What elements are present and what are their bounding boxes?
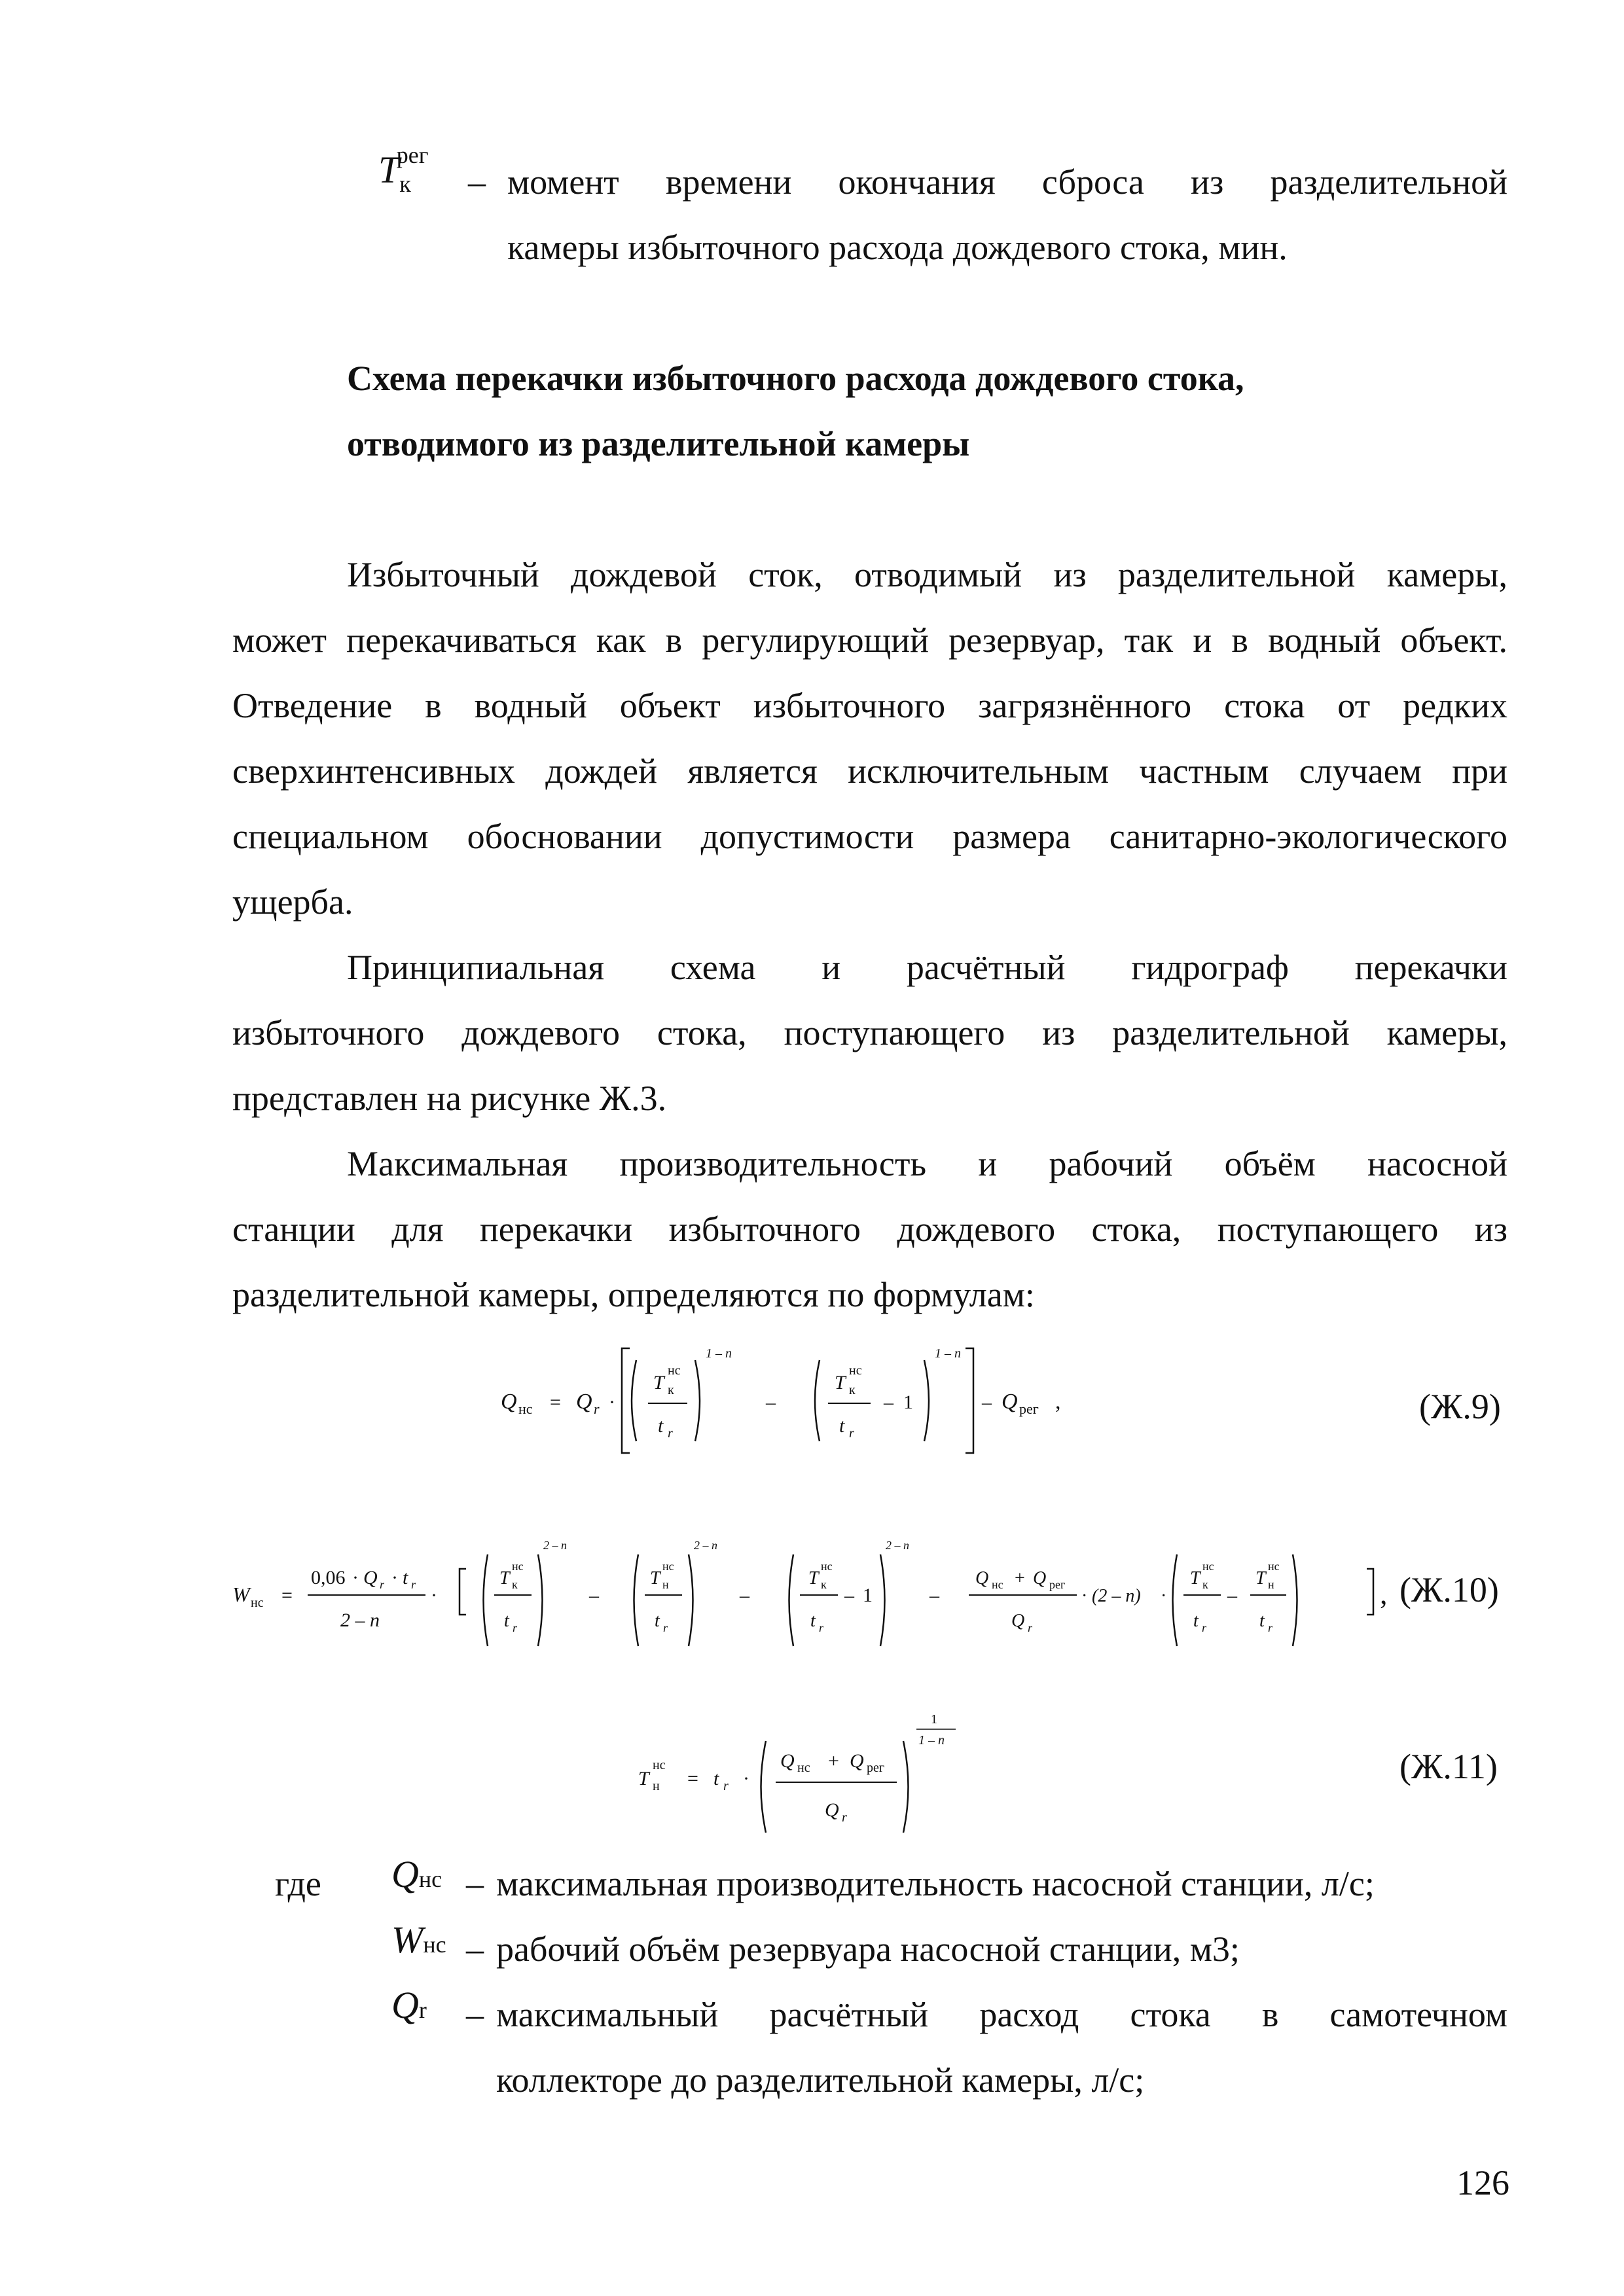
f9-minus-1: –	[766, 1391, 776, 1413]
f10-t5-sub: н	[1268, 1578, 1274, 1591]
equation-number-zh10: (Ж.10)	[1399, 1570, 1499, 1609]
f10-exp-2: 2 – n	[694, 1539, 717, 1552]
f10-w-sub: нс	[251, 1596, 264, 1610]
f10-tr2-sub: r	[663, 1621, 668, 1634]
f10-w: W	[232, 1583, 250, 1606]
where-item-dash: –	[466, 1929, 484, 1969]
where-symbol-letter: Q	[391, 1853, 419, 1895]
f11-tr-sub: r	[723, 1779, 729, 1793]
f9-left-bracket	[622, 1348, 630, 1453]
where-item-dash: –	[466, 1864, 484, 1903]
f10-tr1: t	[504, 1611, 509, 1631]
where-symbol-letter: Q	[391, 1984, 419, 2026]
f9-paren-close-1	[695, 1360, 700, 1441]
f10-qr-den-sub: r	[1028, 1621, 1033, 1634]
f9-paren-open-2	[815, 1360, 820, 1441]
definition-text-line1: момент времени окончания сброса из разделительной	[507, 162, 1507, 202]
f10-qnc: Q	[975, 1568, 989, 1588]
f10-t2: T	[650, 1568, 660, 1588]
f11-qnc: Q	[780, 1750, 795, 1772]
f10-tr3: t	[810, 1611, 816, 1631]
f10-t1: T	[499, 1568, 510, 1588]
where-symbol-subscript: нс	[418, 1866, 442, 1892]
f10-t2-sup: нс	[662, 1560, 674, 1573]
f10-paren-close-3	[880, 1554, 885, 1646]
definition-dash: –	[468, 162, 486, 202]
f9-qr: Q	[576, 1390, 592, 1414]
f10-tr1-sub: r	[513, 1621, 518, 1634]
f9-minus-3: –	[982, 1391, 992, 1413]
f10-minus-2: –	[740, 1585, 749, 1606]
equation-number-zh9: (Ж.9)	[1419, 1387, 1501, 1426]
f9-comma: ,	[1055, 1390, 1061, 1414]
f10-qreg: Q	[1033, 1568, 1047, 1588]
f9-t2-sub: к	[849, 1383, 856, 1397]
f10-left-bracket	[460, 1569, 466, 1615]
paragraph-1-line-4: сверхинтенсивных дождей является исключительным частным случаем при	[232, 751, 1507, 791]
f10-t3-sub: к	[821, 1578, 827, 1591]
f11-dot: ·	[743, 1768, 749, 1789]
f11-qreg: Q	[850, 1750, 864, 1772]
where-item-text: максимальный расчётный расход стока в самотечном	[496, 1995, 1507, 2034]
f9-paren-open-1	[632, 1360, 636, 1441]
where-symbol-subscript: нс	[423, 1931, 446, 1958]
where-symbol-subscript: r	[418, 1997, 427, 2023]
f11-exp-numerator: 1	[931, 1712, 937, 1727]
f10-qr-sub: r	[380, 1578, 385, 1591]
f10-tr-sub: r	[411, 1578, 416, 1591]
f10-dot-4: ·	[1081, 1586, 1088, 1606]
f11-qr-sub: r	[842, 1810, 847, 1825]
f9-exp-2: 1 – n	[935, 1346, 961, 1361]
section-heading-line2: отводимого из разделительной камеры	[347, 424, 970, 463]
f11-paren-close	[903, 1741, 909, 1833]
f9-exp-1: 1 – n	[706, 1346, 732, 1361]
f10-tr2: t	[655, 1611, 660, 1631]
paragraph-3-line-1: Максимальная производительность и рабочий объём насосной	[347, 1144, 1507, 1183]
equation-number-zh11: (Ж.11)	[1399, 1747, 1498, 1786]
f9-q-sub-nc: нс	[518, 1401, 533, 1417]
f9-qreg-sub: рег	[1019, 1401, 1039, 1417]
f10-qnc-sub: нс	[992, 1578, 1003, 1591]
formula-zh11	[628, 1705, 995, 1836]
f9-qr-sub: r	[594, 1401, 600, 1417]
f9-dot: ·	[609, 1391, 615, 1413]
f10-t4: T	[1190, 1568, 1200, 1588]
f9-qreg: Q	[1001, 1390, 1018, 1414]
f10-t4-sup: нс	[1202, 1560, 1214, 1573]
symbol-subscript: к	[399, 171, 411, 197]
f9-q: Q	[501, 1390, 517, 1414]
f11-tr: t	[713, 1768, 719, 1789]
where-symbol-letter: W	[391, 1918, 424, 1961]
where-item-dash: –	[466, 1995, 484, 2034]
f10-dot-3: ·	[431, 1585, 437, 1606]
f10-plus: +	[1015, 1568, 1025, 1588]
f10-qr-den: Q	[1011, 1611, 1025, 1631]
f11-equals: =	[687, 1768, 698, 1789]
definition-symbol-tk-reg	[378, 142, 463, 207]
f10-paren-open-1	[484, 1554, 488, 1646]
f9-equals: =	[550, 1391, 561, 1413]
symbol-superscript: рег	[396, 142, 429, 168]
page-number: 126	[1456, 2163, 1509, 2202]
f11-plus: +	[828, 1750, 839, 1772]
f10-paren-open-3	[789, 1554, 794, 1646]
f10-tr5-sub: r	[1268, 1621, 1273, 1634]
f10-paren-term: (2 – n)	[1092, 1586, 1141, 1606]
f11-paren-open	[761, 1741, 767, 1833]
paragraph-2-line-2: избыточного дождевого стока, поступающего из разделительной камеры,	[232, 1013, 1507, 1052]
f11-qreg-sub: рег	[867, 1761, 885, 1775]
f9-t2: T	[835, 1372, 846, 1393]
f10-qr: Q	[363, 1567, 378, 1588]
f9-tr2-sub: r	[849, 1426, 854, 1441]
f10-t1-sub: к	[512, 1578, 518, 1591]
paragraph-2-last-line: представлен на рисунке Ж.3.	[232, 1079, 667, 1118]
f10-tr5: t	[1259, 1611, 1265, 1631]
f9-one: 1	[903, 1391, 913, 1413]
f10-minus-5: –	[1227, 1585, 1237, 1606]
f10-t3: T	[808, 1568, 819, 1588]
paragraph-1-line-5: специальном обосновании допустимости размера санитарно-экологического	[232, 817, 1507, 856]
f10-qreg-sub: рег	[1049, 1578, 1066, 1591]
f10-paren-close-2	[689, 1554, 693, 1646]
f9-tr1-sub: r	[668, 1426, 673, 1441]
f10-tr4: t	[1193, 1611, 1199, 1631]
f10-tr4-sub: r	[1202, 1621, 1207, 1634]
f11-t-sub: н	[653, 1779, 660, 1793]
f11-qr: Q	[825, 1799, 839, 1821]
f10-paren-open-4	[1173, 1554, 1178, 1646]
f10-denominator: 2 – n	[340, 1609, 380, 1631]
f9-t2-sup: нс	[849, 1363, 862, 1378]
f9-minus-2: –	[884, 1391, 893, 1413]
f10-paren-close-4	[1293, 1554, 1297, 1646]
where-item-text-continuation: коллекторе до разделительной камеры, л/с;	[496, 2060, 1145, 2100]
paragraph-1-line-3: Отведение в водный объект избыточного загрязнённого стока от редких	[232, 686, 1507, 725]
paragraph-3-last-line: разделительной камеры, определяются по формулам:	[232, 1275, 1035, 1314]
f9-right-bracket	[965, 1348, 973, 1453]
f9-t1-sub: к	[668, 1383, 674, 1397]
f10-exp-3: 2 – n	[886, 1539, 909, 1552]
section-heading-line1: Схема перекачки избыточного расхода дождевого стока,	[347, 359, 1244, 398]
f10-t4-sub: к	[1202, 1578, 1208, 1591]
f10-t2-sub: н	[662, 1578, 669, 1591]
f10-minus-1: –	[589, 1585, 599, 1606]
where-item-symbol-wnc	[391, 1918, 446, 1962]
f10-dot-1: ·	[352, 1567, 359, 1588]
f10-comma: ,	[1380, 1577, 1388, 1610]
f10-equals: =	[281, 1585, 293, 1606]
f10-exp-1: 2 – n	[543, 1539, 567, 1552]
f10-right-bracket	[1367, 1569, 1373, 1615]
f9-paren-close-2	[924, 1360, 929, 1441]
definition-text-line2: камеры избыточного расхода дождевого стока, мин.	[507, 228, 1288, 267]
formula-zh9	[484, 1342, 1139, 1460]
f9-tr2: t	[839, 1415, 845, 1437]
f10-tr: t	[403, 1567, 408, 1588]
where-item-text: рабочий объём резервуара насосной станции, м3;	[496, 1929, 1240, 1969]
f10-t5: T	[1255, 1568, 1266, 1588]
f10-paren-close-1	[538, 1554, 543, 1646]
where-item-symbol-qnc	[391, 1852, 442, 1896]
paragraph-1-line-1: Избыточный дождевой сток, отводимый из разделительной камеры,	[347, 555, 1507, 594]
f11-exp-denominator: 1 – n	[918, 1733, 945, 1748]
paragraph-2-line-1: Принципиальная схема и расчётный гидрограф перекачки	[347, 948, 1507, 987]
f10-dot-5: ·	[1161, 1586, 1167, 1606]
where-label: где	[275, 1864, 321, 1903]
paragraph-1-line-2: может перекачиваться как в регулирующий резервуар, так и в водный объект.	[232, 620, 1507, 660]
f10-tr3-sub: r	[819, 1621, 824, 1634]
f10-one: 1	[863, 1585, 873, 1606]
f10-dot-2: ·	[391, 1567, 398, 1588]
paragraph-1-last-line: ущерба.	[232, 882, 353, 922]
f9-tr1: t	[658, 1415, 664, 1437]
f10-paren-open-2	[634, 1554, 639, 1646]
f11-t: T	[638, 1768, 649, 1789]
f10-minus-3: –	[844, 1585, 854, 1606]
paragraph-3-line-2: станции для перекачки избыточного дождевого стока, поступающего из	[232, 1210, 1507, 1249]
f10-t5-sup: нс	[1268, 1560, 1280, 1573]
f10-t1-sup: нс	[512, 1560, 524, 1573]
symbol-letter: T	[378, 149, 400, 191]
f11-t-sup: нс	[653, 1758, 666, 1772]
f10-minus-4: –	[929, 1585, 939, 1606]
formula-zh10	[229, 1528, 1407, 1659]
f9-t1-sup: нс	[668, 1363, 681, 1378]
where-item-text: максимальная производительность насосной станции, л/с;	[496, 1864, 1375, 1903]
f10-t3-sup: нс	[821, 1560, 833, 1573]
f9-t1: T	[653, 1372, 664, 1393]
f11-qnc-sub: нс	[797, 1761, 810, 1775]
f10-coef: 0,06	[311, 1567, 346, 1588]
where-item-symbol-qr	[391, 1983, 427, 2027]
